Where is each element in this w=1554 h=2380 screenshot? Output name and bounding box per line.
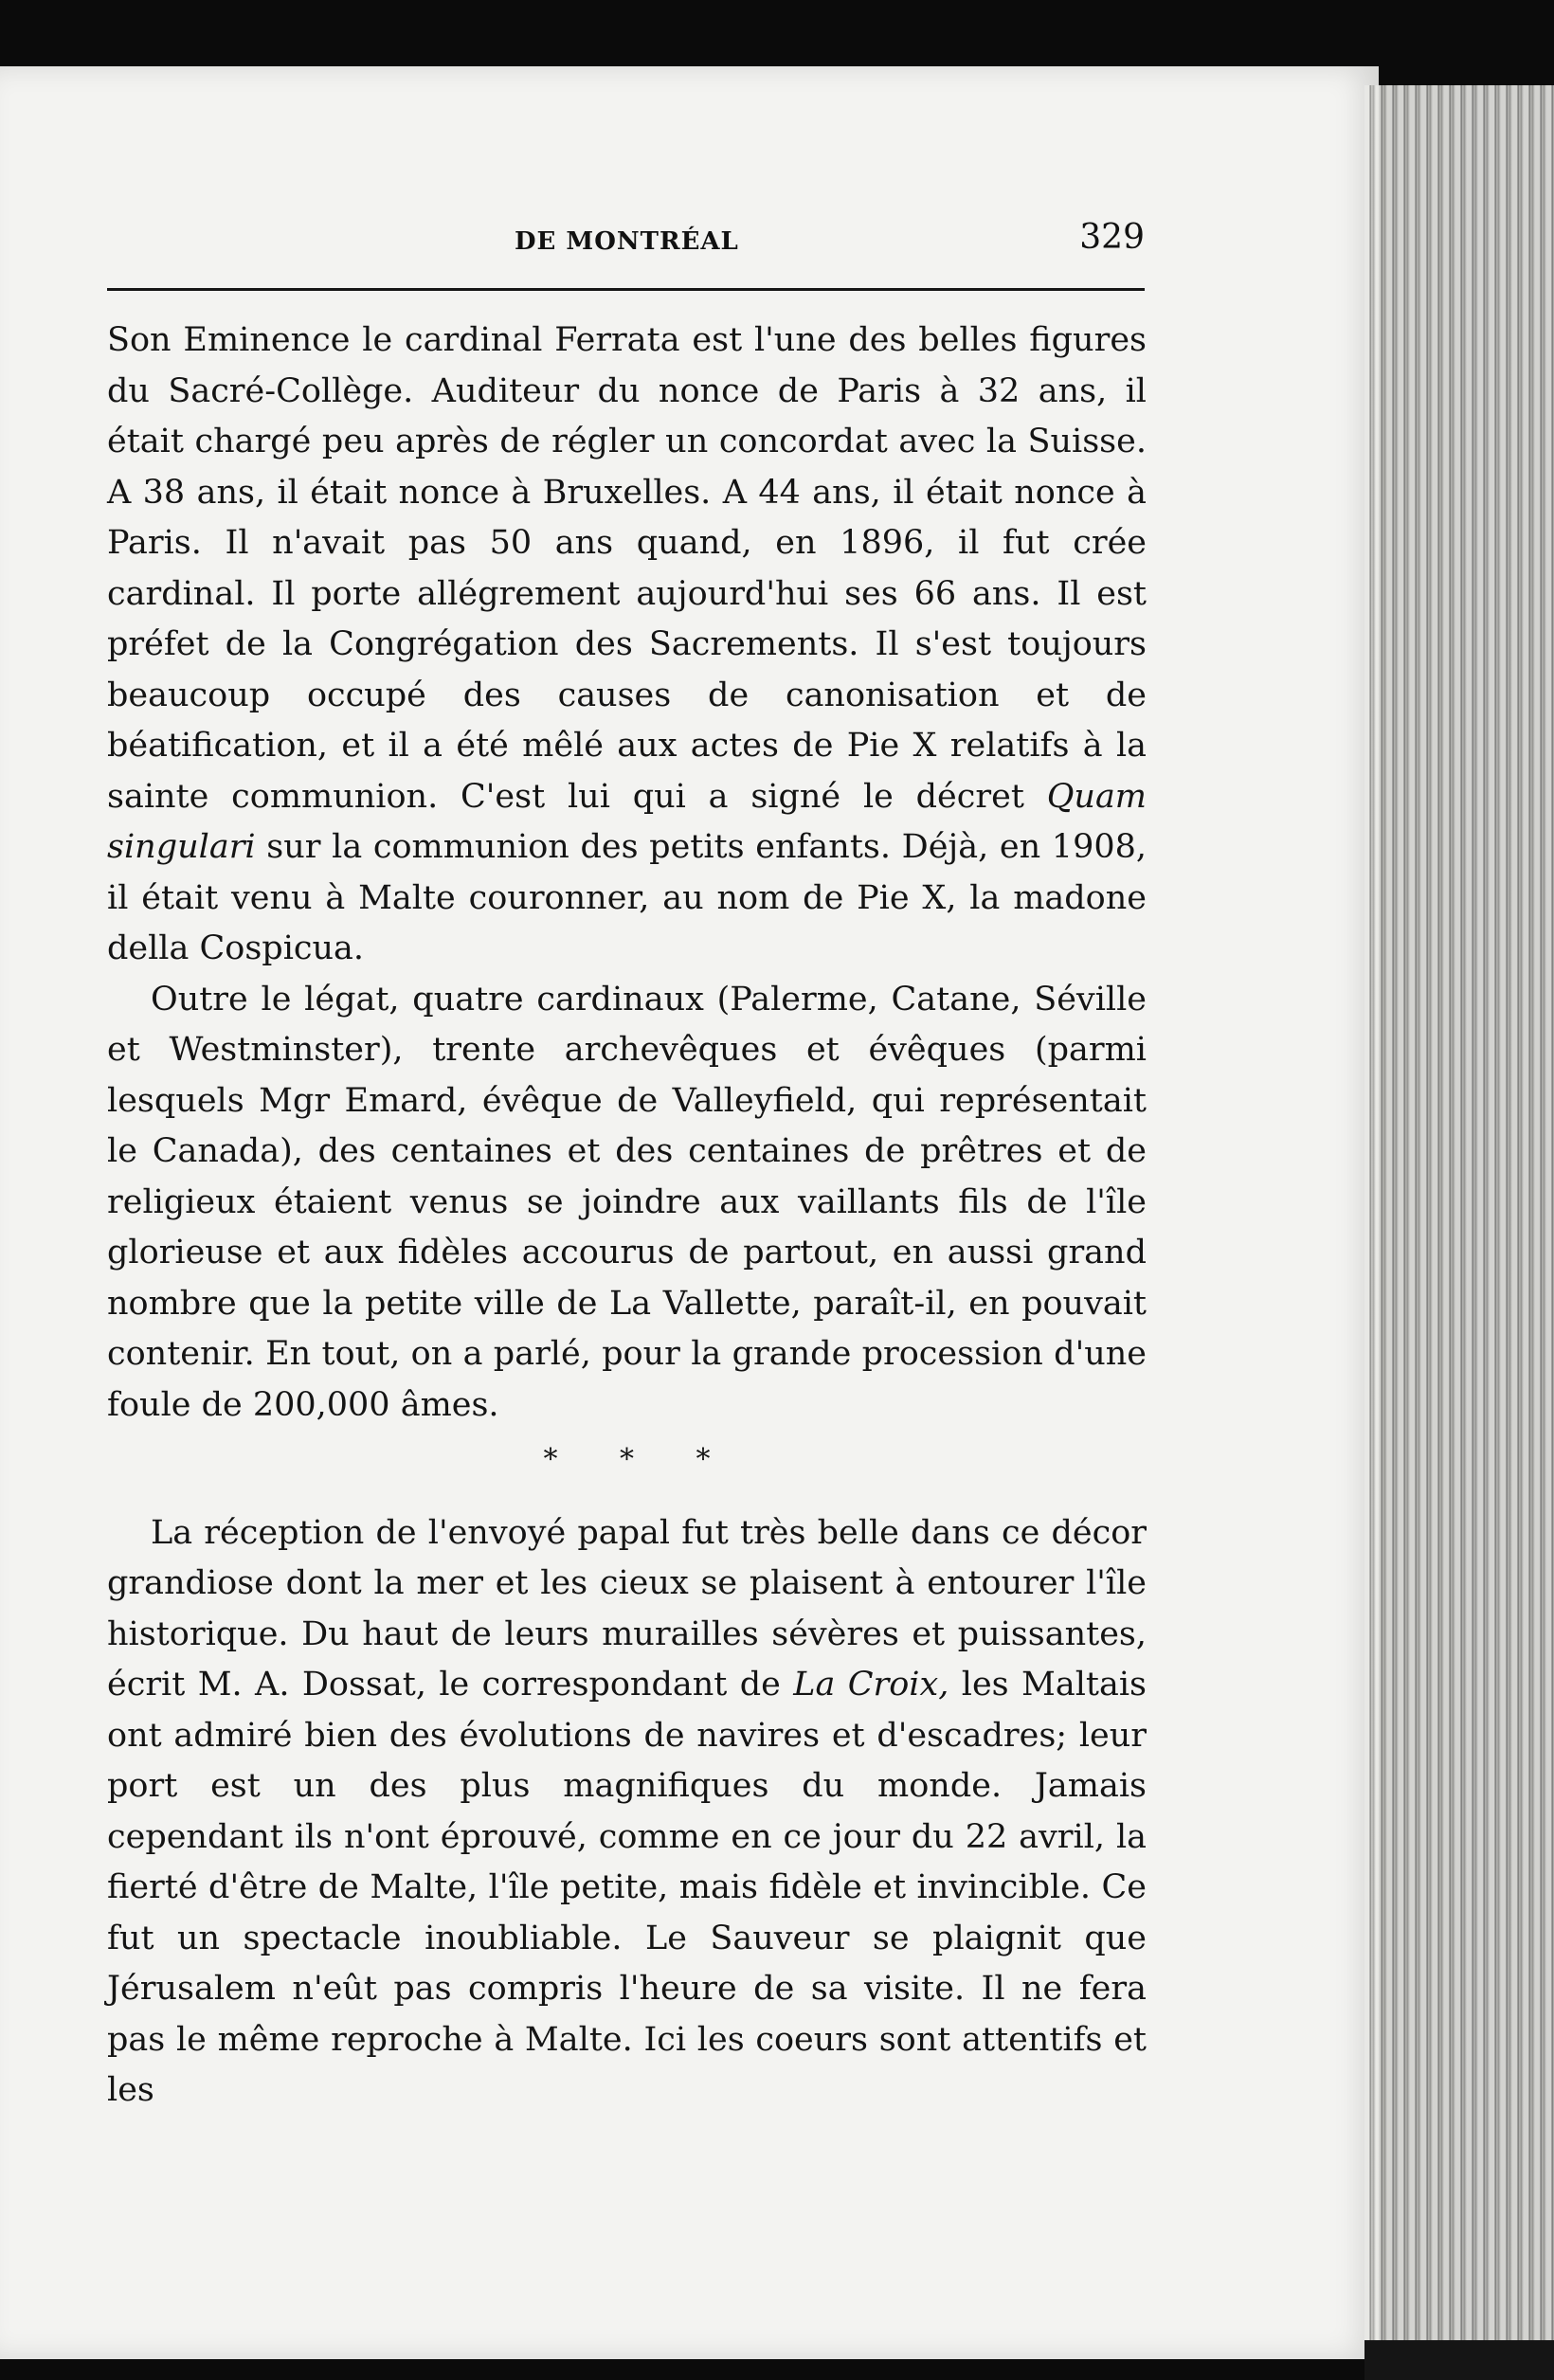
paragraph-1-end: sur la communion des petits enfants. Déjà, en 1908, il était venu à Malte couronner, au nom de Pie X, la madone della Cospicua. xyxy=(107,828,1147,967)
book-page-edges xyxy=(1364,85,1554,2380)
header-rule xyxy=(107,288,1145,291)
paragraph-1-text: Son Eminence le cardinal Ferrata est l'une des belles figures du Sacré-Collège. Auditeur du nonce de Paris à 32 ans, il était chargé peu après de régler un concordat avec la Suisse. A 38 ans, il était nonce à Bruxelles. A 44 ans, il était nonce à Paris. Il n'avait pas 50 ans quand, en 1896, il fut crée cardinal. Il porte allégrement aujourd'hui ses 66 ans. Il est préfet de la Congrégation des Sacrements. Il s'est toujours beaucoup occupé des causes de canonisation et de béatification, et il a été mêlé aux actes de Pie X relatifs à la sainte communion. C'est lui qui a signé le décret xyxy=(107,321,1147,816)
section-separator: * * * xyxy=(543,1443,737,1476)
book-bottom-shadow xyxy=(1364,2340,1554,2380)
paragraph-3 xyxy=(107,1508,1147,2117)
page-header xyxy=(107,218,1145,275)
paragraph-2: Outre le légat, quatre cardinaux (Palerme, Catane, Séville et Westminster), trente archevêques et évêques (parmi lesquels Mgr Emard, évêque de Valleyfield, qui représentait le Canada), des centaines et des centaines de prêtres et de religieux étaient venus se joindre aux vaillants fils de l'île glorieuse et aux fidèles accourus de partout, en aussi grand nombre que la petite ville de La Vallette, paraît-il, en pouvait contenir. En tout, on a parlé, pour la grande procession d'une foule de 200,000 âmes. xyxy=(107,980,1147,1424)
paragraph-3-end: les Maltais ont admiré bien des évolutions de navires et d'escadres; leur port est un des plus magnifiques du monde. Jamais cependant ils n'ont éprouvé, comme en ce jour du 22 avril, la fierté d'être de Malte, l'île petite, mais fidèle et invincible. Ce fut un spectacle inoubliable. Le Sauveur se plaignit que Jérusalem n'eût pas compris l'heure de sa visite. Il ne fera pas le même reproche à Malte. Ici les coeurs sont attentifs et les xyxy=(107,1666,1147,2109)
paragraph-1 xyxy=(107,316,1147,975)
paragraph-1-italic: Quam singulari xyxy=(107,777,1147,866)
paragraph-3-italic: La Croix, xyxy=(793,1666,949,1704)
page-number: 329 xyxy=(1079,218,1145,257)
body-text xyxy=(107,316,1147,2117)
paragraph-3-text: La réception de l'envoyé papal fut très belle dans ce décor grandiose dont la mer et les cieux se plaisent à entourer l'île historique. Du haut de leurs murailles sévères et puissantes, écrit M. A. Dossat, le correspondant de xyxy=(107,1513,1147,1704)
running-head: DE MONTRÉAL xyxy=(515,227,739,256)
